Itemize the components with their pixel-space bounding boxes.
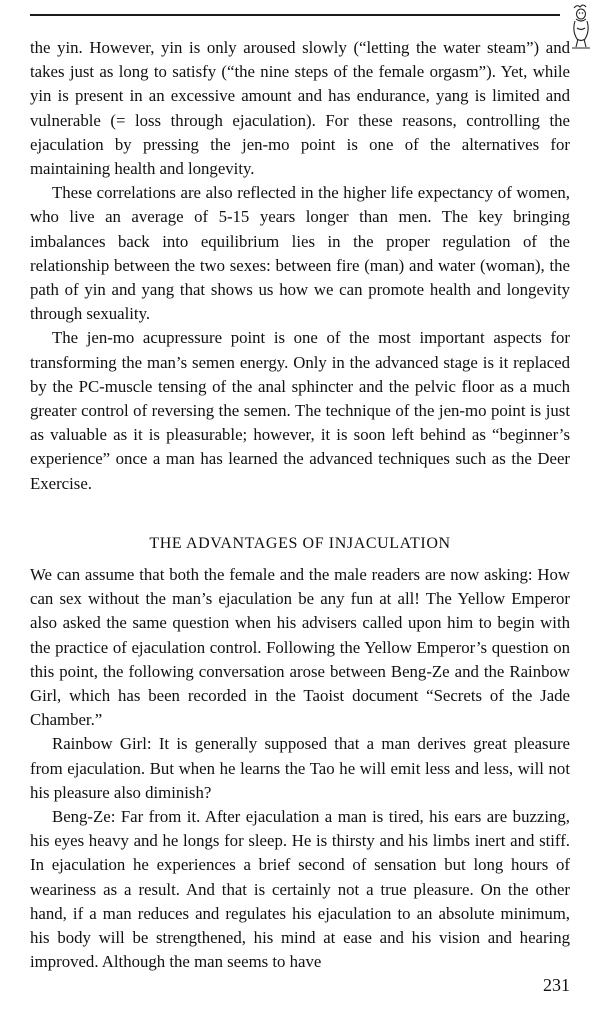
paragraph-3: The jen-mo acupressure point is one of the most important aspects for transforming the man’s semen energy. Only in the advanced stage is it replaced by the PC-muscle tensing of the anal sphincter and the pelvic floor as a much greater control of reversing the semen. The technique of the jen-mo point is just as valuable as it is pleasurable; however, it is soon left behind as “beginner’s experience” once a man has learned the advanced techniques such as the Deer Exercise. [30, 328, 570, 493]
body-text-top [30, 36, 570, 496]
paragraph-6: Beng-Ze: Far from it. After ejaculation a man is tired, his ears are buzzing, his eyes heavy and he longs for sleep. He is thirsty and his limbs inert and stiff. In ejaculation he experiences a brief second of sensation but long hours of weariness as a result. And that is certainly not a true pleasure. On the other hand, if a man reduces and regulates his ejaculation to an absolute minimum, his body will be strengthened, his mind at ease and his vision and hearing improved. Although the man seems to have [30, 807, 570, 972]
body-text-bottom [30, 563, 570, 974]
paragraph-1: the yin. However, yin is only aroused slowly (“letting the water steam”) and takes just as long to satisfy (“the nine steps of the female orgasm”). Yet, while yin is present in an excessive amount and has endurance, yang is limited and vulnerable (= loss through ejaculation). For these reasons, controlling the ejaculation by pressing the jen-mo point is one of the alternatives for maintaining health and longevity. [30, 38, 570, 179]
header-rule [30, 14, 560, 16]
paragraph-5: Rainbow Girl: It is generally supposed that a man derives great pleasure from ejaculation. But when he learns the Tao he will emit less and less, will not his pleasure also diminish? [30, 734, 570, 802]
figure-ornament-icon [566, 2, 596, 54]
paragraph-4: We can assume that both the female and the male readers are now asking: How can sex without the man’s ejaculation be any fun at all! The Yellow Emperor also asked the same question when his advisers called upon him to begin with the practice of ejaculation control. Following the Yellow Emperor’s question on this point, the following conversation arose between Beng-Ze and the Rainbow Girl, which has been recorded in the Taoist document “Secrets of the Jade Chamber.” [30, 565, 570, 730]
section-heading: THE ADVANTAGES OF INJACULATION [149, 535, 451, 552]
page-number: 231 [543, 975, 570, 995]
paragraph-2: These correlations are also reflected in the higher life expectancy of women, who live an average of 5-15 years longer than men. The key bringing imbalances back into equilibrium lies in the proper regulation of the relationship between the two sexes: between fire (man) and water (woman), the path of yin and yang that shows us how we can promote health and longevity through sexuality. [30, 183, 570, 324]
